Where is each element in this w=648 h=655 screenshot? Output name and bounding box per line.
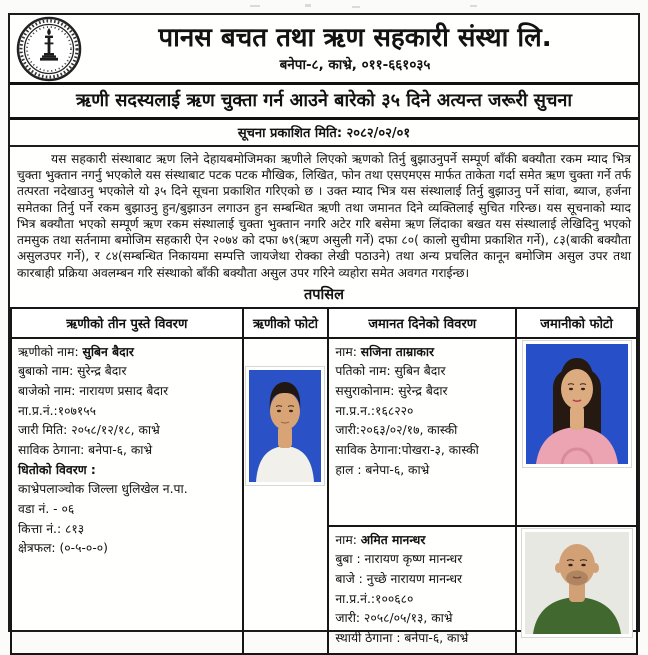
guarantor2-details-cell (328, 526, 516, 654)
detail-line: जारी मिति: २०५८/१२/१८, काभ्रे (18, 423, 160, 438)
borrower-photo (246, 367, 324, 485)
detail-line: स्थायी ठेगाना : बनेपा-६, काभ्रे (335, 631, 469, 646)
col-header-guarantor-details: जमानत दिनेको विवरण (328, 308, 516, 338)
org-seal-icon (16, 16, 82, 82)
detail-line: साविक ठेगाना: बनेपा-६, काभ्रे (18, 443, 153, 458)
borrower-photo-cell (243, 338, 329, 654)
detail-line: बाजेको नाम: नारायण प्रसाद बैदार (18, 384, 169, 399)
col-header-borrower-photo: ऋणीको फोटो (243, 308, 329, 338)
org-address-phone: बनेपा-८, काभ्रे, ०११-६६१०३५ (279, 57, 431, 74)
borrower-details-cell (11, 338, 243, 654)
scan-artifact (305, 4, 311, 7)
tapasil-label: तपसिल (304, 286, 344, 303)
detail-line: बुबा : नारायण कृष्ण मानन्धर (335, 552, 463, 567)
detail-line: बाजे : नुच्छे नारायण मानन्धर (335, 572, 463, 587)
letterhead (10, 15, 638, 85)
detail-line: नाम: सजिना ताम्राकार (335, 344, 435, 359)
guarantor2-photo-cell (516, 526, 637, 654)
detail-line: ना.प्र.न.:१६८२२० (335, 403, 414, 418)
detail-line: जारी: २०५८/०५/१३, काभ्रे (335, 611, 453, 626)
detail-line: नाम: अमित मानन्धर (335, 532, 426, 547)
notice-headline: ऋणी सदस्यलाई ऋण चुक्ता गर्न आउने बारेको ३५ दिने अत्यन्त जरूरी सुचना (10, 85, 638, 120)
scan-artifact (250, 5, 260, 7)
detail-line: ऋणीको नाम: सुबिन बैदार (18, 344, 134, 359)
detail-line: ससुराकोनाम: सुरेन्द्र बैदार (335, 384, 448, 399)
details-table (10, 307, 638, 655)
detail-line: कित्ता नं.: ८१३ (18, 521, 85, 536)
detail-line: हाल : बनेपा-६, काभ्रे (335, 462, 430, 477)
detail-line: पतिको नाम: सुबिन बैदार (335, 364, 446, 379)
guarantor1-photo-cell (516, 338, 637, 526)
detail-line: काभ्रेपलाञ्चोक जिल्ला धुलिखेल न.पा. (18, 482, 188, 497)
guarantor1-photo (523, 341, 631, 467)
detail-line: ना.प्र.नं.:१००६८० (335, 591, 414, 606)
detail-line: साविक ठेगाना:पोखरा-३, कास्की (335, 443, 479, 458)
scan-artifact (352, 6, 360, 8)
detail-line: धितोको विवरण : (18, 462, 96, 477)
detail-line: ना.प्र.नं.:१०७१५५ (18, 403, 97, 418)
letterhead-text (82, 24, 628, 74)
col-header-borrower-details: ऋणीको तीन पुस्ते विवरण (11, 308, 243, 338)
scan-artifact (470, 5, 477, 7)
org-name: पानस बचत तथा ऋण सहकारी संस्था लि. (158, 22, 552, 53)
detail-line: वडा नं. - ०६ (18, 502, 75, 517)
guarantor2-photo (522, 529, 632, 637)
guarantor1-details-cell (328, 338, 516, 526)
notice-body-paragraph: यस सहकारी संस्थाबाट ऋण लिने देहायबमोजिमका ऋणीले लिएको ऋणको तिर्नु बुझाउनुपर्ने सम्पूर्ण बाँकी बक्यौता रकम म्याद भित्र चुक्ता भुक्तान नगर्नु भएकोले यस संस्थाबाट पटक पटक मौखिक, लिखित, फोन तथा एसएमएस मार्फत ताकेता गर्दा समेत ऋण चुक्ता गर्ने तर्फ तत्परता नदेखाउनु भएकोले यो ३५ दिने सूचना प्रकाशित गरिएको छ । उक्त म्याद भित्र यस संस्थालाई तिर्नु बुझाउनु पर्ने सांवा, ब्याज, हर्जना समेतका तिर्नु पर्ने रकम बुझाउनु हुन/बुझाउन लगाउन हुन सम्बन्धित ऋणी तथा जमानत दिने व्यक्तिलाई सुचित गरिन्छ। यस सूचनाको म्याद भित्र बक्यौता भएको सम्पूर्ण ऋण रकम संस्थालाई चुक्ता भुक्तान नगरि अटेर गरि बसेमा ऋण लिंदाका बखत यस संस्थालाई लेखिदिनु भएको तमसुक तथा सर्तनामा बमोजिम सहकारी ऐन २०७४ को दफा ७९(ऋण असुली गर्ने) दफा ८०( कालो सुचीमा प्रकाशित गर्ने), ८३(बाकी बक्यौता असुलउपर गर्ने), र ८४(सम्बन्धित निकायमा सम्पत्ति जायजेथा रोक्का लेखी पठाउने) तथा अन्य प्रचलित कानून बमोजिम असुल उपर तथा कारबाही प्रक्रिया अवलम्बन गरि संस्थाको बाँकी बक्यौता असुल उपर गरिने व्यहोरा समेत अवगत गराईन्छ। (17, 152, 631, 280)
col-header-guarantor-photo: जमानीको फोटो (516, 308, 637, 338)
notice-document (8, 13, 640, 646)
detail-line: जारी:२०६३/०२/१७, कास्की (335, 423, 458, 438)
detail-line: क्षेत्रफल: (०-५-०-०) (18, 541, 108, 556)
published-date: सूचना प्रकाशित मिति: २०८२/०२/०१ (10, 120, 638, 147)
detail-line: बुबाको नाम: सुरेन्द्र बैदार (18, 364, 127, 379)
